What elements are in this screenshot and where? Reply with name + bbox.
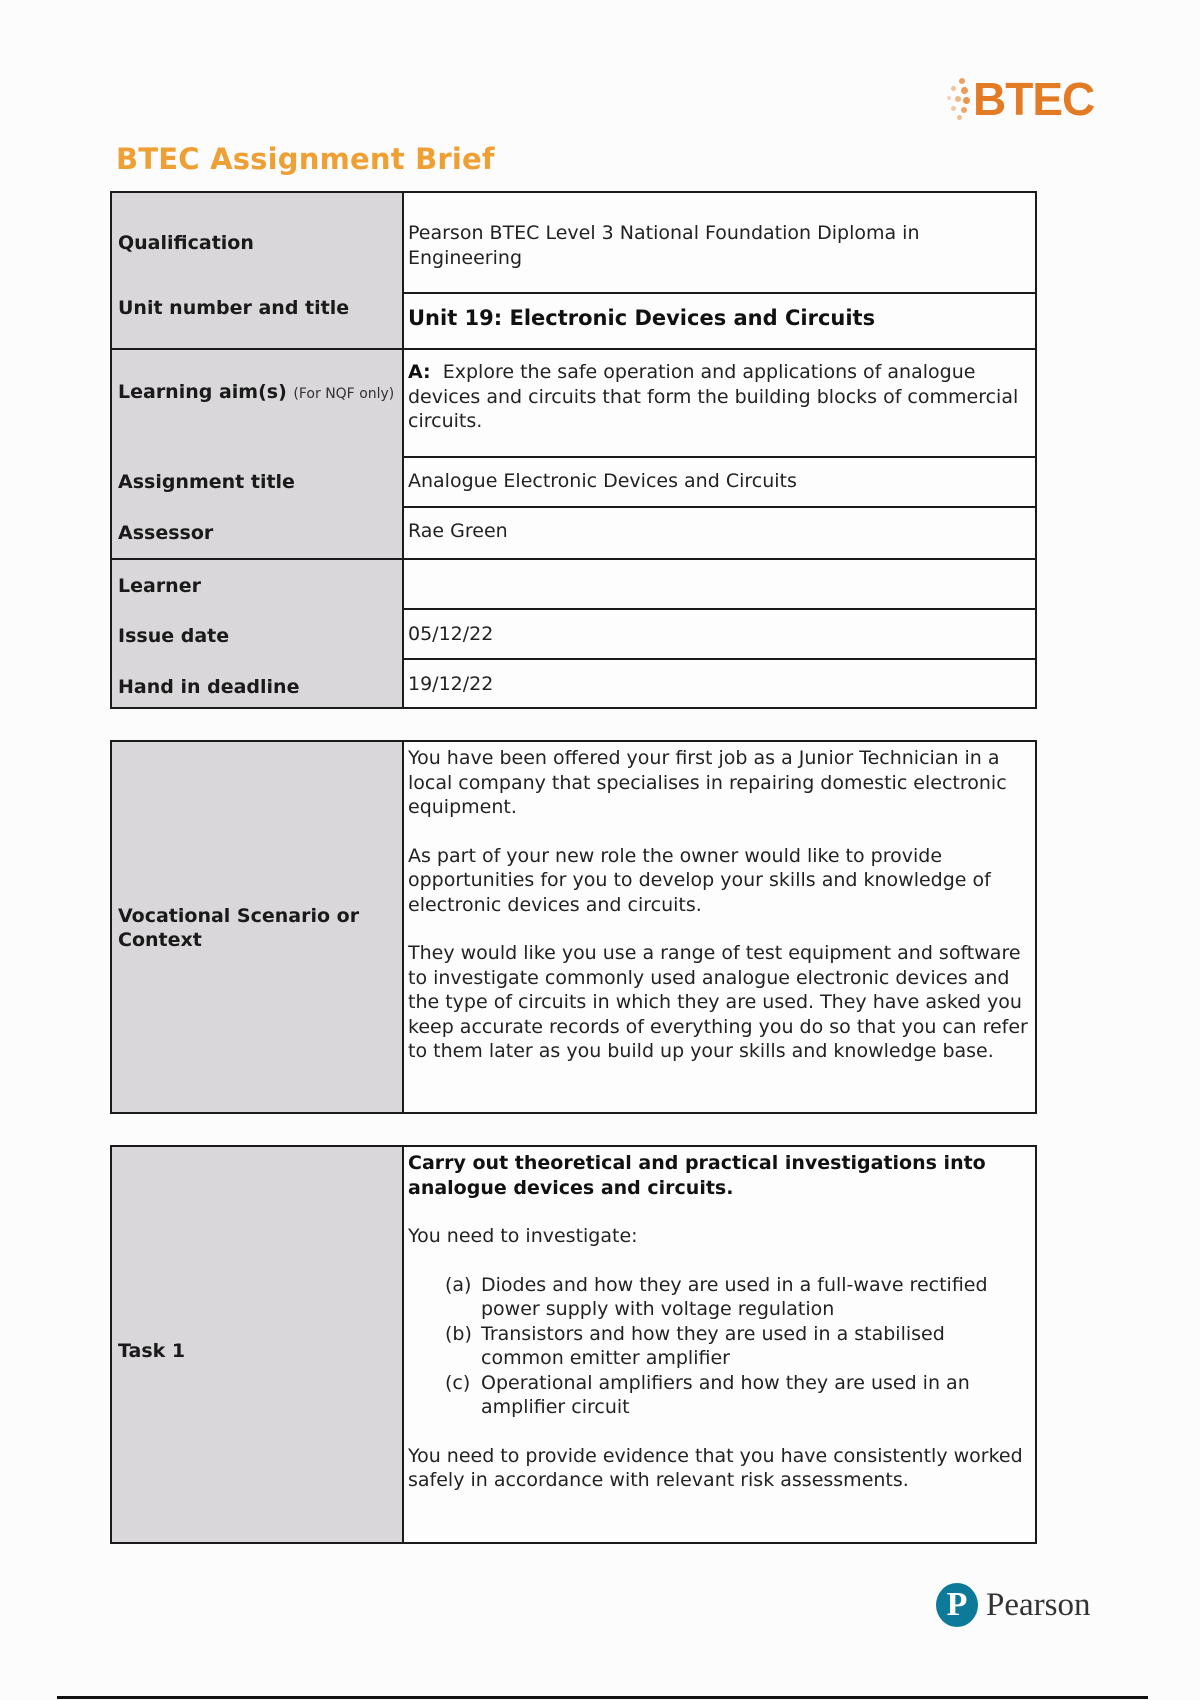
investigation-list — [408, 1273, 1029, 1420]
issue-date-label: Issue date — [118, 625, 230, 647]
nqf-note: (For NQF only) — [293, 386, 395, 402]
scenario-paragraph: As part of your new role the owner would like to provide opportunities for you to develop your skills and knowledge of electronic devices and circuits. — [408, 844, 991, 916]
assessor-value: Rae Green — [402, 506, 1035, 560]
qualification-value: Pearson BTEC Level 3 National Foundation Diploma in Engineering — [408, 222, 920, 269]
task1-content — [402, 1147, 1035, 1542]
scenario-table — [110, 740, 1037, 1114]
learner-label: Learner — [118, 575, 201, 597]
pearson-logo-text: Pearson — [986, 1586, 1091, 1623]
learner-value[interactable] — [402, 558, 1035, 610]
task1-intro: You need to investigate: — [408, 1225, 638, 1247]
task1-label: Task 1 — [118, 1340, 186, 1362]
issue-date-value: 05/12/22 — [402, 608, 1035, 660]
scenario-text — [402, 742, 1035, 1112]
pearson-mark-icon: P — [936, 1583, 978, 1627]
learning-aim-value: A: Explore the safe operation and applications of analogue devices and circuits that form the building blocks of commercial circuits. — [402, 348, 1035, 458]
assessor-label: Assessor — [118, 522, 214, 544]
scenario-paragraph: You have been offered your first job as a Junior Technician in a local company that specialises in repairing domestic electronic equipment. — [408, 747, 1007, 818]
footer-divider — [57, 1696, 1148, 1699]
scenario-label: Vocational Scenario or Context — [118, 905, 360, 951]
unit-value: Unit 19: Electronic Devices and Circuits — [402, 292, 1035, 348]
btec-dots-icon — [945, 76, 971, 122]
task1-closing: You need to provide evidence that you have consistently worked safely in accordance with relevant risk assessments. — [408, 1444, 1023, 1491]
page-title: BTEC Assignment Brief — [116, 142, 495, 176]
assignment-title-label: Assignment title — [118, 471, 295, 493]
list-item: (c) Operational amplifiers and how they are used in an amplifier circuit — [445, 1371, 970, 1418]
task1-heading: Carry out theoretical and practical investigations into analogue devices and circuits. — [408, 1152, 986, 1199]
assignment-title-value: Analogue Electronic Devices and Circuits — [402, 456, 1035, 508]
btec-logo-text: BTEC — [973, 73, 1095, 125]
deadline-value: 19/12/22 — [402, 658, 1035, 707]
qualification-label: Qualification — [118, 232, 254, 254]
pearson-logo — [936, 1583, 1090, 1627]
scenario-paragraph: They would like you use a range of test equipment and software to investigate commonly used analogue electronic devices and the type of circuits in which they are used. They have asked you keep accurate records of everything you do so that you can refer to them later as you build up your skills and knowledge base. — [408, 942, 1028, 1062]
details-table — [110, 191, 1037, 709]
unit-label: Unit number and title — [118, 297, 350, 319]
list-item: (a) Diodes and how they are used in a full-wave rectified power supply with voltage regulation — [445, 1273, 988, 1320]
learning-aims-label: Learning aim(s) (For NQF only) — [118, 381, 395, 403]
btec-logo — [945, 72, 1094, 126]
deadline-label: Hand in deadline — [118, 676, 300, 698]
list-item: (b) Transistors and how they are used in a stabilised common emitter amplifier — [445, 1322, 945, 1369]
task1-table — [110, 1145, 1037, 1544]
